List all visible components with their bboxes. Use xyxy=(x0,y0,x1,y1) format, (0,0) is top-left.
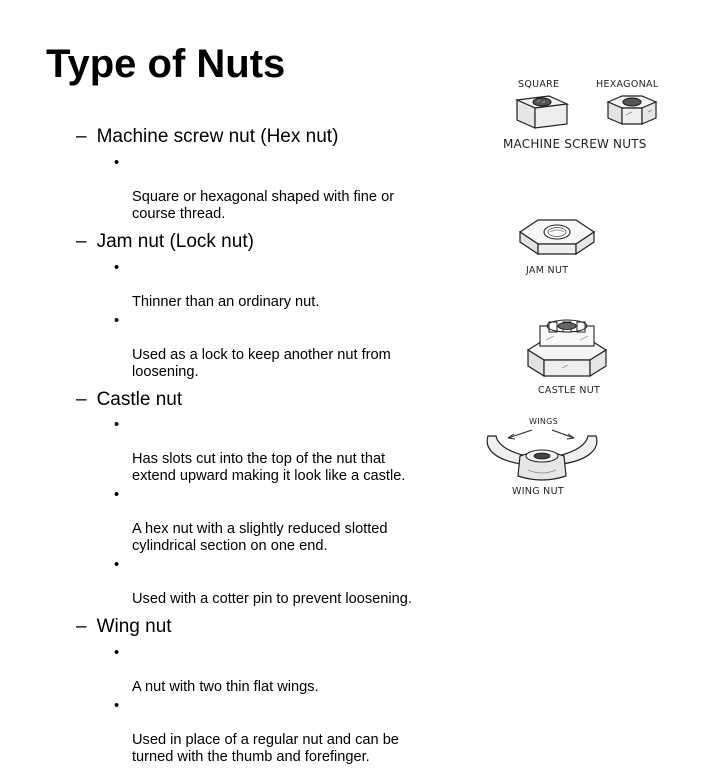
sub-bullet xyxy=(114,417,476,485)
list-item-wing-nut xyxy=(76,616,476,766)
slide-title: Type of Nuts xyxy=(46,42,286,86)
sub-bullet-text: Used as a lock to keep another nut from loosening. xyxy=(132,346,391,380)
sub-bullet-text: A hex nut with a slightly reduced slotted cylindrical section on one end. xyxy=(132,521,388,555)
sub-bullet-text: Thinner than an ordinary nut. xyxy=(132,293,320,310)
item-heading: Wing nut xyxy=(96,616,172,638)
jam-nut-caption: JAM NUT xyxy=(526,265,569,276)
bullet-marker: • xyxy=(114,557,120,574)
sub-bullet xyxy=(114,557,476,608)
bullet-marker: • xyxy=(114,487,120,504)
bullet-marker: • xyxy=(114,698,120,715)
list-item-machine-screw-nut xyxy=(76,126,476,223)
dash-marker: – xyxy=(76,616,87,638)
sub-bullet xyxy=(114,260,476,311)
dash-marker: – xyxy=(76,230,87,252)
machine-screw-nuts-caption: MACHINE SCREW NUTS xyxy=(503,137,647,151)
square-nut-illustration xyxy=(509,90,573,134)
square-label: SQUARE xyxy=(518,79,560,90)
sub-bullet xyxy=(114,313,476,381)
list-item-castle-nut xyxy=(76,389,476,609)
item-heading: Machine screw nut (Hex nut) xyxy=(96,126,339,147)
bullet-marker: • xyxy=(114,312,120,329)
dash-marker: – xyxy=(76,388,87,410)
bullet-list xyxy=(76,126,476,774)
sub-bullet-text: Used in place of a regular nut and can be turned with the thumb and forefinger. xyxy=(132,732,399,766)
dash-marker: – xyxy=(76,126,87,147)
jam-nut-illustration xyxy=(512,212,602,262)
wings-label: WINGS xyxy=(529,417,559,426)
sub-bullet-text: A nut with two thin flat wings. xyxy=(132,679,319,696)
bullet-marker: • xyxy=(114,417,120,434)
hexagonal-label: HEXAGONAL xyxy=(596,79,659,90)
bullet-marker: • xyxy=(114,154,120,171)
item-heading: Jam nut (Lock nut) xyxy=(96,230,254,252)
item-heading: Castle nut xyxy=(96,388,183,410)
wing-nut-illustration xyxy=(482,426,602,488)
bullet-marker: • xyxy=(114,259,120,276)
list-item-jam-nut xyxy=(76,231,476,381)
sub-bullet xyxy=(114,645,476,696)
sub-bullet xyxy=(114,155,476,223)
bullet-marker: • xyxy=(114,645,120,662)
castle-nut-caption: CASTLE NUT xyxy=(538,385,601,396)
sub-bullet xyxy=(114,487,476,555)
hex-nut-illustration xyxy=(596,90,666,134)
sub-bullet-text: Has slots cut into the top of the nut that extend upward making it look like a castle. xyxy=(132,451,406,485)
wing-nut-caption: WING NUT xyxy=(512,486,564,497)
sub-bullet-text: Used with a cotter pin to prevent loosening. xyxy=(132,591,412,608)
sub-bullet-text: Square or hexagonal shaped with fine or course thread. xyxy=(132,188,395,222)
castle-nut-illustration xyxy=(522,310,612,382)
sub-bullet xyxy=(114,698,476,766)
